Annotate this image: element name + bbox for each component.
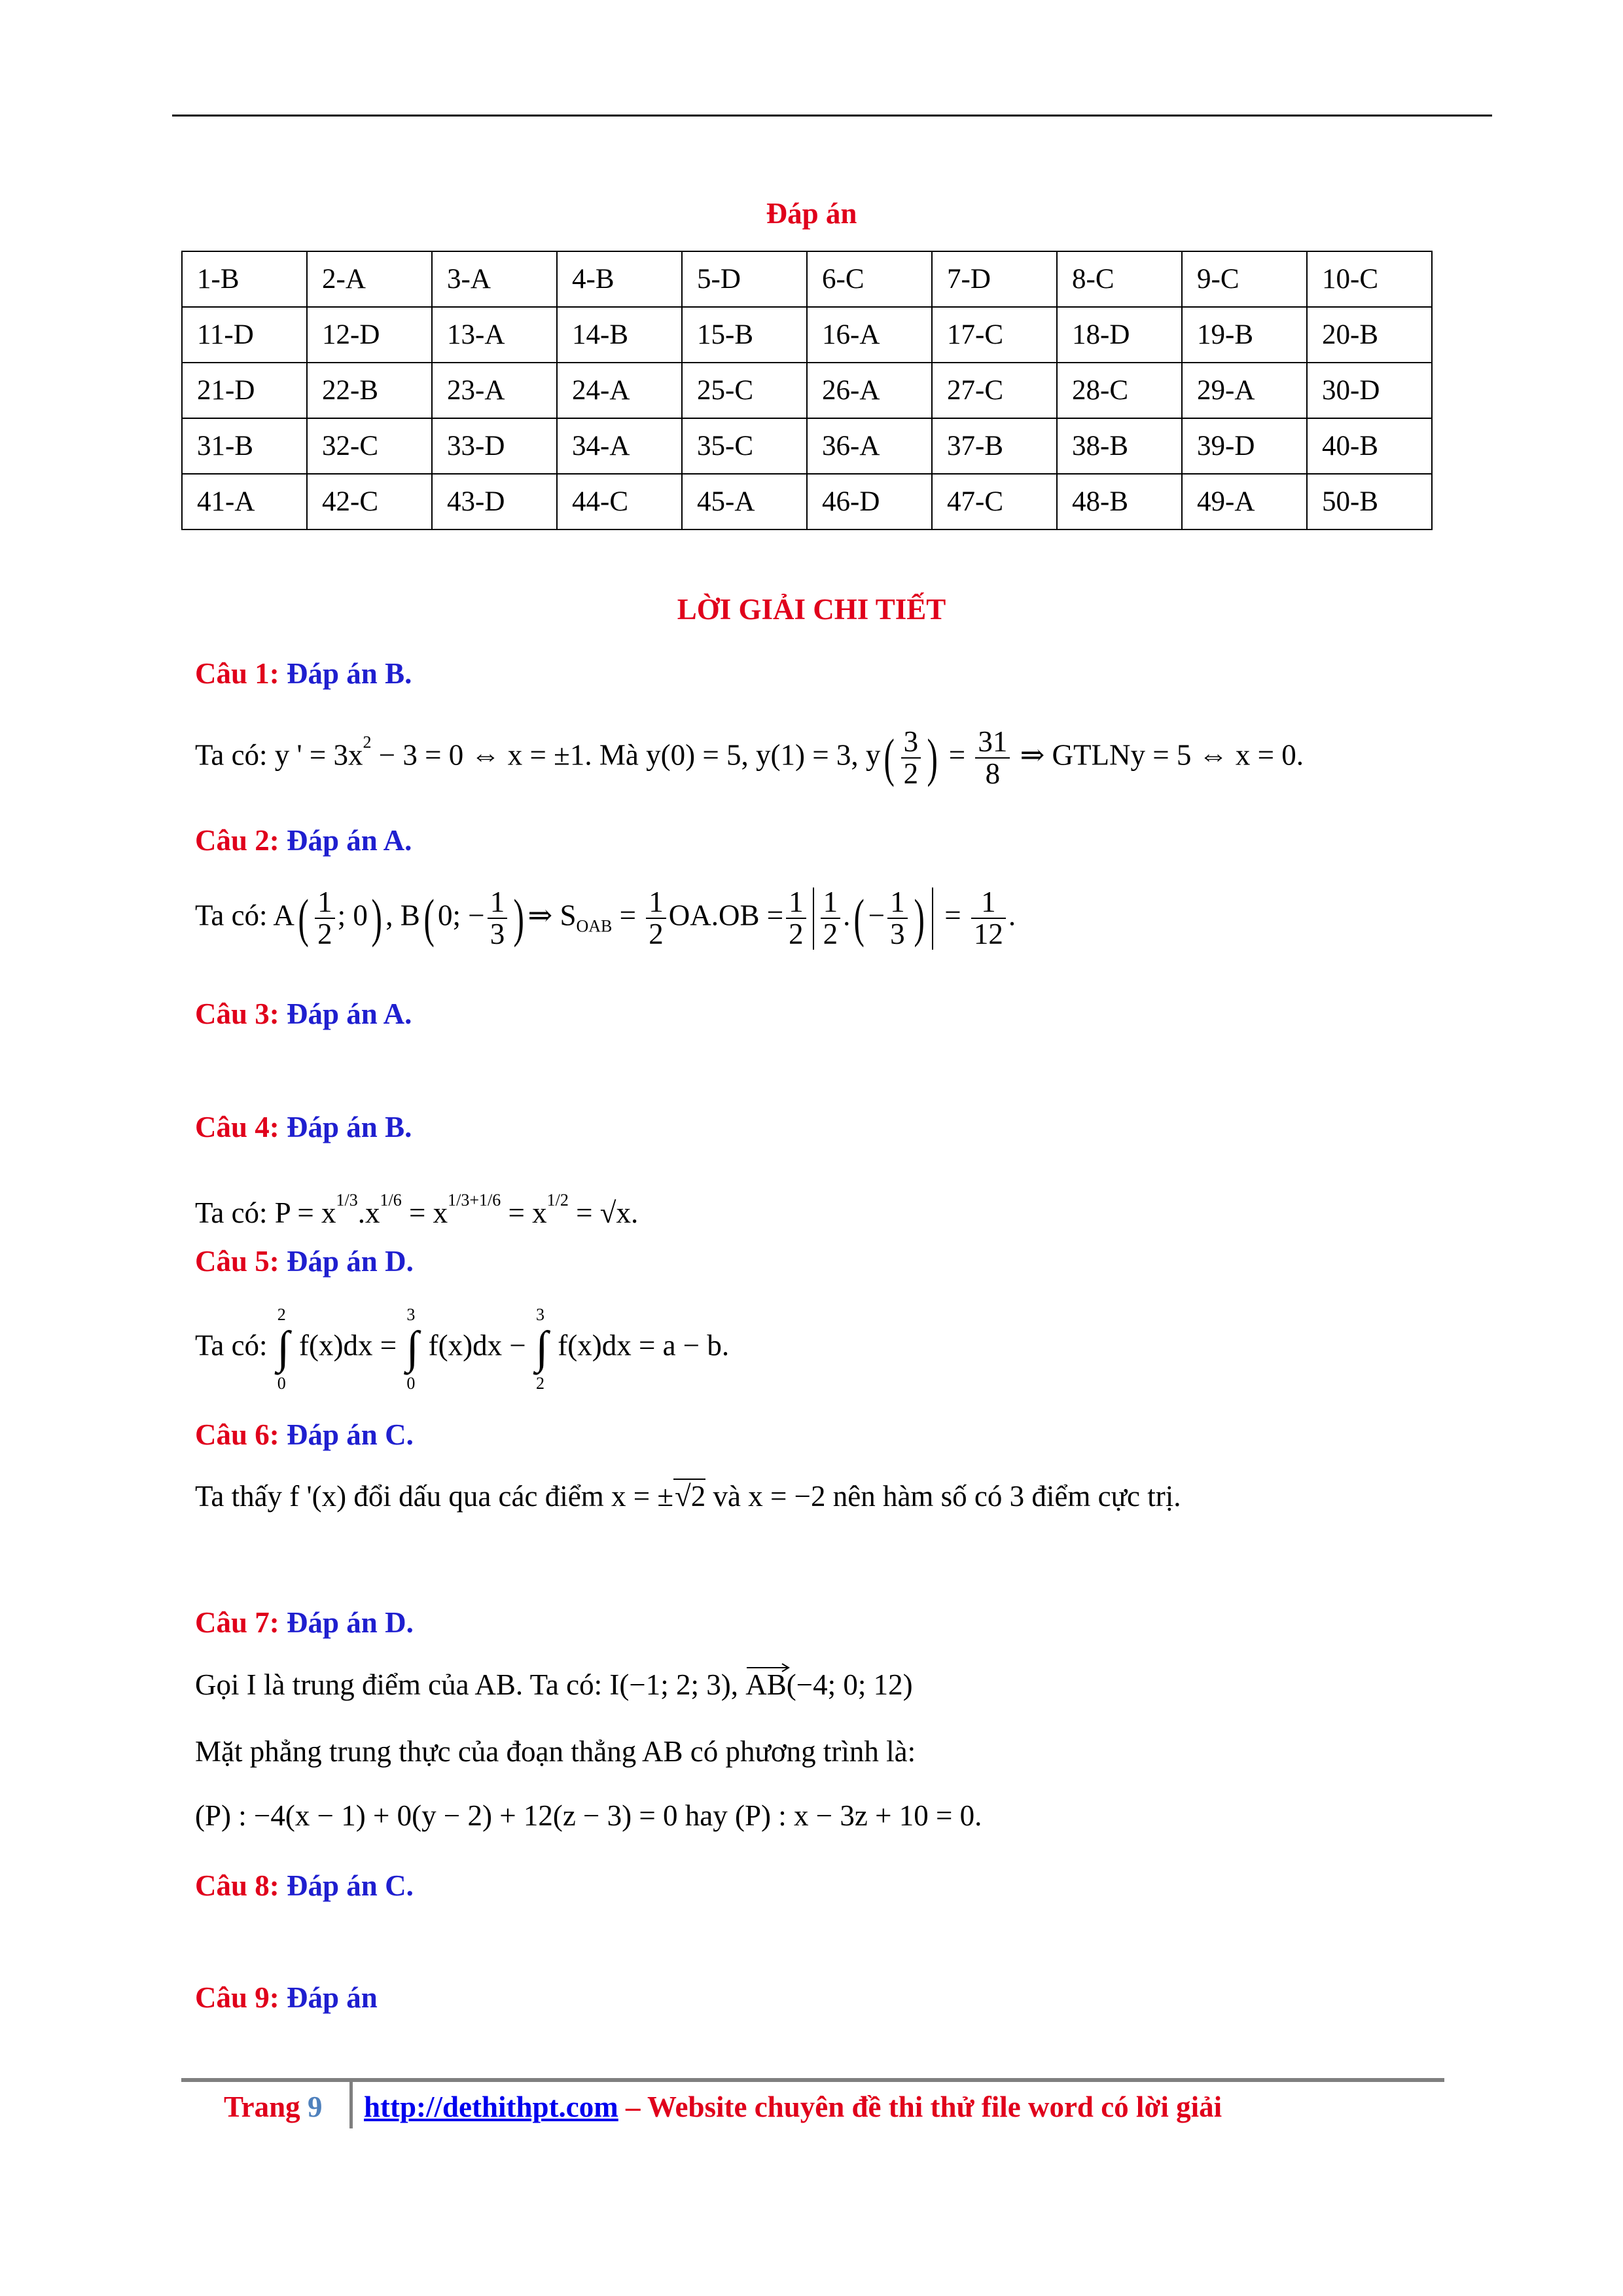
question-label: Câu 9: <box>195 1981 279 2014</box>
question-label: Câu 6: <box>195 1418 279 1451</box>
answer-cell: 4-B <box>557 251 682 307</box>
question-1-heading <box>195 658 412 691</box>
fraction: $\frac{1}{2}$ <box>315 887 335 950</box>
formula: Gọi I là trung điểm của AB. Ta có: I(−1; 2; 3), <box>195 1668 746 1701</box>
formula: = <box>612 899 644 932</box>
answer-cell: 35-C <box>682 418 807 474</box>
question-label: Câu 1: <box>195 657 279 690</box>
answer-cell: 7-D <box>932 251 1057 307</box>
answer-cell: 46-D <box>807 474 932 529</box>
footer-tagline <box>364 2090 1222 2124</box>
question-label: Câu 2: <box>195 824 279 857</box>
formula: = <box>944 899 961 932</box>
footer-separator <box>349 2081 353 2128</box>
answer-row <box>182 363 1432 418</box>
formula: 0; − <box>438 899 485 932</box>
lead-text: Ta có: <box>195 1196 268 1229</box>
formula: − <box>868 899 885 932</box>
formula: và x = −2 nên hàm số có 3 điểm cực trị. <box>705 1480 1181 1513</box>
question-1-solution: Ta có: y ' = $3x^2 - 3 = 0$ ⇔ x = ±1. Mà y(0) = 5, y(1) = 3, y( $\frac{3}{2}$ ) = $\frac{31}{8}$ ⇒ GTLNy = 5 ⇔ x = 0. <box>195 725 1304 791</box>
answer-cell: 34-A <box>557 418 682 474</box>
fraction: $\frac{1}{3}$ <box>887 887 908 950</box>
formula: ; 0 <box>337 899 368 932</box>
answer-cell: 25-C <box>682 363 807 418</box>
answer-cell: 19-B <box>1182 307 1307 363</box>
fraction: $\frac{1}{2}$ <box>786 887 806 950</box>
answer-cell: 13-A <box>432 307 557 363</box>
question-answer: Đáp án B. <box>287 657 412 690</box>
answer-cell: 24-A <box>557 363 682 418</box>
sqrt: √2 <box>675 1480 706 1513</box>
formula: OA.OB = <box>668 899 784 932</box>
answer-cell: 22-B <box>307 363 432 418</box>
integral-sign: 3 ∫ 2 <box>535 1305 548 1393</box>
answer-row <box>182 418 1432 474</box>
page-number-value: 9 <box>307 2090 323 2123</box>
formula: . <box>1008 899 1016 932</box>
formula: A <box>273 899 294 932</box>
answer-cell: 31-B <box>182 418 307 474</box>
answer-cell: 9-C <box>1182 251 1307 307</box>
formula: Ta thấy f '(x) đổi dấu qua các điểm x = ± <box>195 1480 674 1513</box>
answer-cell: 15-B <box>682 307 807 363</box>
subscript: OAB <box>576 916 613 936</box>
question-6-solution <box>195 1480 1181 1513</box>
tagline-text: – Website chuyên đề thi thử file word có lời giải <box>618 2090 1222 2123</box>
answer-cell: 40-B <box>1307 418 1432 474</box>
formula: (−4; 0; 12) <box>786 1668 913 1701</box>
fraction: $\frac{1}{12}$ <box>971 887 1006 950</box>
formula: ⇒ S <box>527 899 577 932</box>
integral-sign: 2 ∫ 0 <box>277 1305 290 1393</box>
fraction: $\frac{1}{2}$ <box>821 887 841 950</box>
question-label: Câu 5: <box>195 1245 279 1278</box>
exponent: 1/6 <box>380 1191 402 1210</box>
exponent: 1/2 <box>546 1191 569 1210</box>
formula: = x <box>501 1196 547 1229</box>
answer-cell: 30-D <box>1307 363 1432 418</box>
question-4-heading <box>195 1111 412 1144</box>
answer-cell: 10-C <box>1307 251 1432 307</box>
question-9-heading <box>195 1982 378 2015</box>
formula: − 3 = 0 ⇔ x = ±1. Mà <box>371 738 647 772</box>
answer-cell: 14-B <box>557 307 682 363</box>
answer-cell: 3-A <box>432 251 557 307</box>
answer-cell: 8-C <box>1057 251 1182 307</box>
formula: f(x)dx = <box>299 1329 397 1362</box>
answer-cell: 6-C <box>807 251 932 307</box>
answer-cell: 48-B <box>1057 474 1182 529</box>
formula: P = x <box>274 1196 336 1229</box>
question-answer: Đáp án C. <box>287 1418 414 1451</box>
answer-cell: 32-C <box>307 418 432 474</box>
question-label: Câu 4: <box>195 1111 279 1143</box>
question-7-line-1 <box>195 1669 913 1702</box>
lead-text: Ta có: <box>195 1329 268 1362</box>
answer-cell: 26-A <box>807 363 932 418</box>
answer-cell: 27-C <box>932 363 1057 418</box>
answer-row <box>182 474 1432 529</box>
integral-sign: 3 ∫ 0 <box>406 1305 419 1393</box>
answer-cell: 17-C <box>932 307 1057 363</box>
answer-cell: 2-A <box>307 251 432 307</box>
answer-cell: 38-B <box>1057 418 1182 474</box>
solutions-title: LỜI GIẢI CHI TIẾT <box>677 593 946 626</box>
exponent: 1/3 <box>336 1191 358 1210</box>
question-8-heading <box>195 1870 414 1903</box>
formula: y ' = 3x <box>274 738 363 772</box>
answer-cell: 42-C <box>307 474 432 529</box>
vector-ab: AB <box>745 1669 787 1702</box>
fraction: $\frac{31}{8}$ <box>975 726 1010 790</box>
answer-cell: 41-A <box>182 474 307 529</box>
question-7-line-2: Mặt phẳng trung thực của đoạn thẳng AB có phương trình là: <box>195 1735 916 1768</box>
answer-cell: 36-A <box>807 418 932 474</box>
question-3-heading <box>195 998 412 1031</box>
answer-cell: 18-D <box>1057 307 1182 363</box>
answer-cell: 1-B <box>182 251 307 307</box>
answer-cell: 43-D <box>432 474 557 529</box>
question-7-heading <box>195 1607 414 1640</box>
answer-cell: 23-A <box>432 363 557 418</box>
question-2-solution: Ta có: A( $\frac{1}{2}$ ; 0) , B( 0; − $\frac{1}{3}$ ) ⇒ $S_{OAB}$ = $\frac{1}{2}$ OA.OB = $\frac{1}{2}$ $\frac{1}{2}$ .( − $\frac{1}{3}$ ) = $\frac{1}{12}$ . <box>195 886 1016 951</box>
website-link[interactable]: http://dethithpt.com <box>364 2090 618 2123</box>
fraction: $\frac{1}{3}$ <box>488 887 508 950</box>
formula: . <box>843 899 851 932</box>
answer-cell: 47-C <box>932 474 1057 529</box>
answer-cell: 50-B <box>1307 474 1432 529</box>
answer-row <box>182 307 1432 363</box>
formula: f(x)dx − <box>428 1329 526 1362</box>
answer-cell: 37-B <box>932 418 1057 474</box>
answer-cell: 49-A <box>1182 474 1307 529</box>
exponent: 2 <box>363 732 372 752</box>
answer-cell: 11-D <box>182 307 307 363</box>
question-answer: Đáp án C. <box>287 1869 414 1902</box>
formula: = x <box>401 1196 448 1229</box>
question-answer: Đáp án D. <box>287 1245 414 1278</box>
lead-text: Ta có: <box>195 899 268 932</box>
question-answer: Đáp án D. <box>287 1606 414 1639</box>
question-5-heading <box>195 1246 414 1278</box>
fraction: $\frac{1}{2}$ <box>646 887 666 950</box>
answer-key-title: Đáp án <box>766 197 857 230</box>
answer-row <box>182 251 1432 307</box>
answer-cell: 44-C <box>557 474 682 529</box>
formula: f(x)dx = a − b. <box>558 1329 730 1362</box>
answer-cell: 33-D <box>432 418 557 474</box>
answer-cell: 16-A <box>807 307 932 363</box>
question-label: Câu 7: <box>195 1606 279 1639</box>
answer-cell: 20-B <box>1307 307 1432 363</box>
question-label: Câu 3: <box>195 997 279 1030</box>
page-label: Trang <box>224 2090 300 2123</box>
question-6-heading <box>195 1419 414 1452</box>
formula: = √x. <box>568 1196 639 1229</box>
formula: y(0) = 5, y(1) = 3, y <box>646 738 881 772</box>
answer-cell: 29-A <box>1182 363 1307 418</box>
answer-cell: 45-A <box>682 474 807 529</box>
formula: .x <box>357 1196 380 1229</box>
lead-text: Ta có: <box>195 738 268 772</box>
question-answer: Đáp án <box>287 1981 378 2014</box>
answer-cell: 12-D <box>307 307 432 363</box>
answer-cell: 5-D <box>682 251 807 307</box>
formula: = <box>948 738 966 772</box>
answer-cell: 21-D <box>182 363 307 418</box>
question-answer: Đáp án A. <box>287 997 412 1030</box>
question-2-heading <box>195 825 412 857</box>
question-answer: Đáp án B. <box>287 1111 412 1143</box>
exponent: 1/3+1/6 <box>448 1191 501 1210</box>
formula: , B <box>385 899 420 932</box>
question-5-solution <box>195 1305 730 1393</box>
footer-rule <box>181 2078 1444 2082</box>
answer-cell: 28-C <box>1057 363 1182 418</box>
header-rule <box>172 115 1492 117</box>
question-7-line-3: (P) : −4(x − 1) + 0(y − 2) + 12(z − 3) = 0 hay (P) : x − 3z + 10 = 0. <box>195 1799 982 1832</box>
answer-cell: 39-D <box>1182 418 1307 474</box>
question-answer: Đáp án A. <box>287 824 412 857</box>
formula: ⇒ GTLNy = 5 ⇔ x = 0. <box>1020 738 1304 772</box>
page-number <box>224 2090 322 2124</box>
question-label: Câu 8: <box>195 1869 279 1902</box>
question-4-solution <box>195 1191 638 1230</box>
fraction: $\frac{3}{2}$ <box>901 726 921 790</box>
answer-key-table <box>181 251 1433 530</box>
